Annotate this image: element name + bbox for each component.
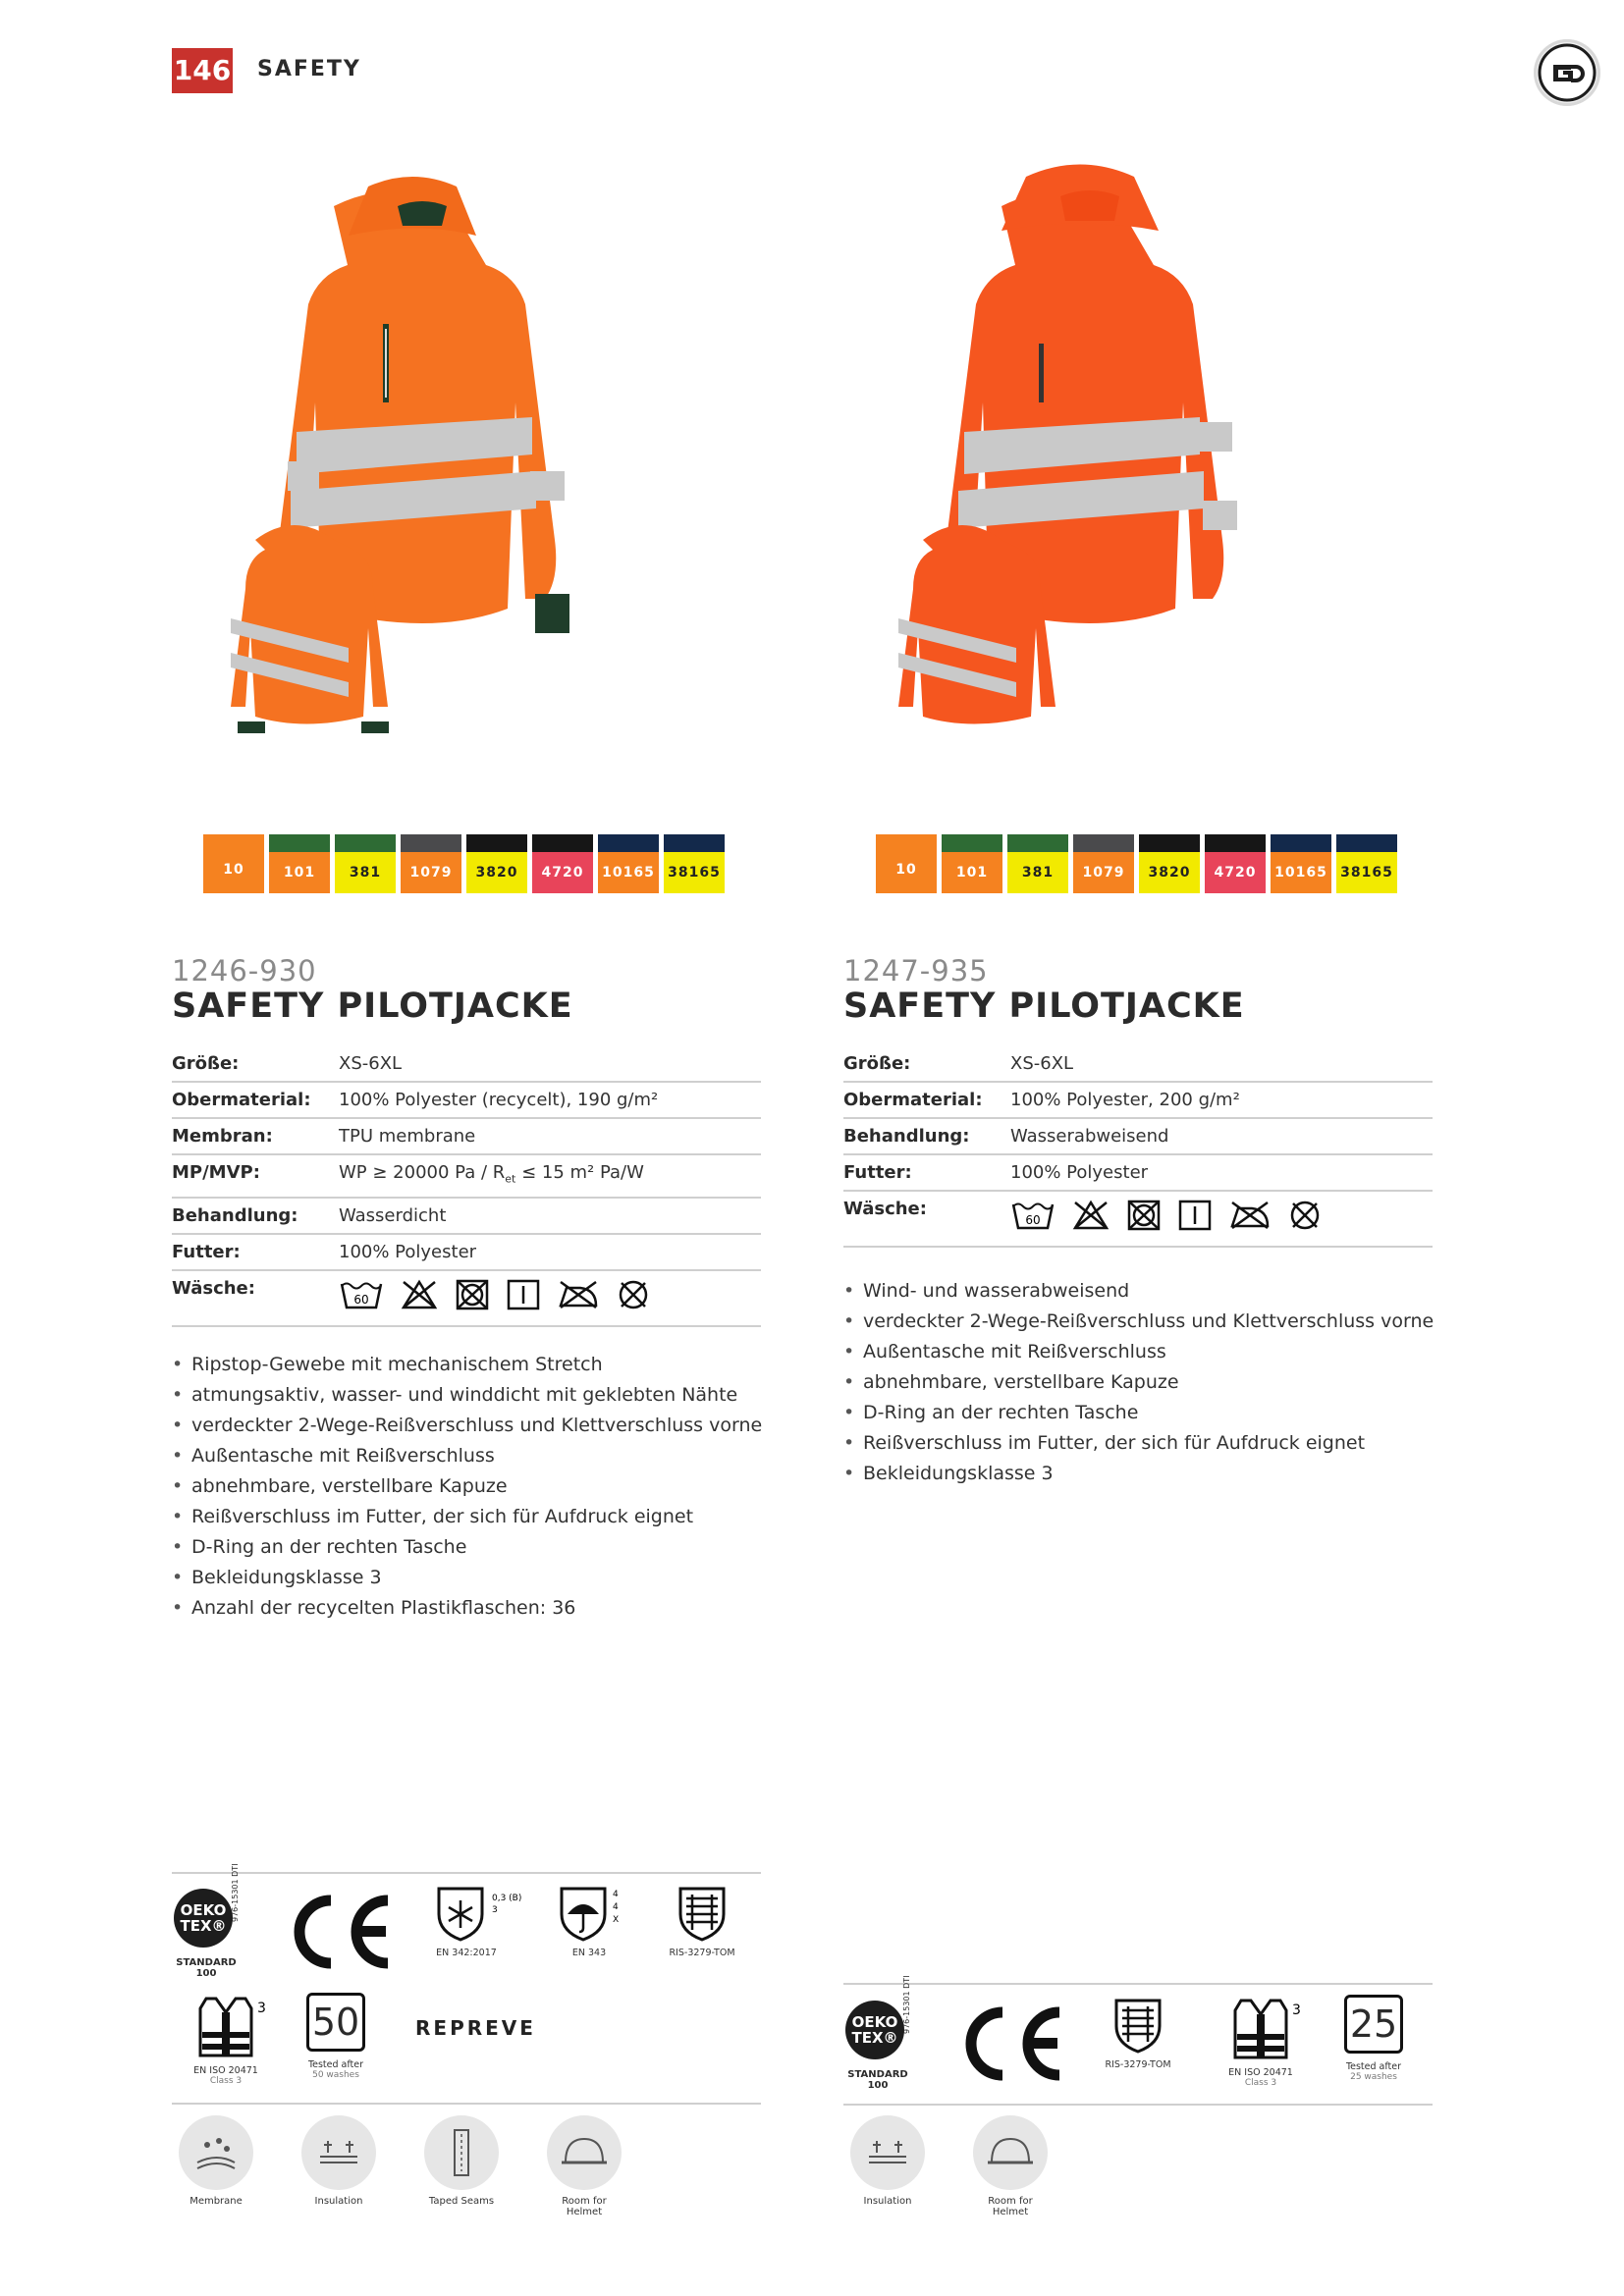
no-tumble-dry-icon	[1126, 1199, 1162, 1232]
mvp-sub: et	[505, 1172, 516, 1186]
spec-key: Membran:	[172, 1126, 273, 1147]
svg-text:4: 4	[613, 1890, 619, 1899]
cert-row	[172, 1863, 761, 1991]
feature-list	[172, 1350, 781, 1624]
section-title: SAFETY	[257, 57, 361, 81]
swatch-code: 1079	[1073, 852, 1134, 893]
swatch-code: 4720	[532, 852, 593, 893]
swatch-top	[598, 834, 659, 852]
cert-row	[172, 1993, 761, 2091]
swatch-code: 3820	[466, 852, 527, 893]
oeko-tex-icon	[843, 1975, 951, 2097]
membrane-feature	[157, 2115, 275, 2207]
product-name: SAFETY PILOTJACKE	[843, 987, 1245, 1026]
spec-value: TPU membrane	[339, 1126, 476, 1147]
swatch-3820	[466, 834, 527, 893]
svg-text:4: 4	[613, 1902, 619, 1912]
swatch-381	[335, 834, 396, 893]
svg-text:60: 60	[353, 1292, 369, 1307]
feature-list	[843, 1276, 1452, 1489]
oeko-tex-icon	[172, 1863, 280, 1985]
feature-item: • Bekleidungsklasse 3	[843, 1459, 1452, 1489]
svg-text:0,3 (B): 0,3 (B)	[492, 1894, 522, 1903]
line-dry-icon	[506, 1278, 541, 1311]
no-dry-clean-icon	[616, 1278, 651, 1311]
feature-label: Room for Helmet	[988, 2196, 1033, 2217]
spec-key: Behandlung:	[843, 1126, 970, 1147]
svg-text:60: 60	[1025, 1213, 1041, 1227]
swatch-top	[532, 834, 593, 852]
no-bleach-icon	[1071, 1199, 1110, 1232]
helmet-icon	[973, 2115, 1048, 2190]
hiviz-vest-icon	[187, 1993, 265, 2061]
spec-value: Wasserabweisend	[1010, 1126, 1169, 1147]
feature-label: Taped Seams	[428, 2196, 495, 2207]
cert-label: EN ISO 20471	[1228, 2067, 1293, 2078]
spec-value: 100% Polyester	[339, 1241, 477, 1262]
swatch-top	[942, 834, 1002, 852]
en20471-cert	[1202, 1995, 1320, 2088]
cert-label: RIS-3279-TOM	[1105, 2059, 1171, 2070]
spec-key: Größe:	[172, 1053, 240, 1074]
swatch-code: 10	[876, 834, 937, 893]
en343-cert	[530, 1883, 648, 1958]
feature-item: • Wind- und wasserabweisend	[843, 1276, 1452, 1307]
wash-count-cert	[1315, 1995, 1433, 2082]
cert-row	[843, 1975, 1433, 2103]
feature-label: Insulation	[863, 2196, 912, 2207]
feature-item: • verdeckter 2-Wege-Reißverschluss und Klettverschluss vorne	[843, 1307, 1452, 1337]
svg-text:3: 3	[1292, 2002, 1301, 2018]
spec-row	[172, 1046, 761, 1083]
feature-item: • D-Ring an der rechten Tasche	[172, 1532, 781, 1563]
swatch-code: 1079	[401, 852, 461, 893]
spec-value: XS-6XL	[339, 1053, 403, 1074]
en20471-cert	[167, 1993, 285, 2086]
cert-label: RIS-3279-TOM	[669, 1948, 735, 1958]
svg-text:X: X	[613, 1915, 620, 1925]
wash-60-icon	[1010, 1199, 1056, 1232]
swatch-code: 381	[335, 852, 396, 893]
spec-key: Futter:	[843, 1162, 912, 1183]
swatch-top	[1073, 834, 1134, 852]
swatch-top	[466, 834, 527, 852]
spec-value	[339, 1162, 761, 1191]
insulation-icon	[850, 2115, 925, 2190]
feature-item: • Reißverschluss im Futter, der sich für Aufdruck eignet	[843, 1428, 1452, 1459]
no-bleach-icon	[400, 1278, 439, 1311]
swatch-code: 10165	[1271, 852, 1331, 893]
jacket-image-1247-935	[864, 167, 1335, 775]
swatch-code: 101	[269, 852, 330, 893]
line-dry-icon	[1177, 1199, 1213, 1232]
feature-label: Insulation	[314, 2196, 363, 2207]
swatch-code: 10	[203, 834, 264, 893]
divider	[843, 2104, 1433, 2106]
feature-item: • Bekleidungsklasse 3	[172, 1563, 781, 1593]
spec-key: Obermaterial:	[172, 1090, 311, 1110]
spec-row	[172, 1235, 761, 1271]
svg-text:OEKO: OEKO	[851, 2013, 898, 2031]
spec-value: 100% Polyester, 200 g/m²	[1010, 1090, 1240, 1110]
no-iron-icon	[557, 1278, 600, 1311]
cert-label: EN 342:2017	[436, 1948, 497, 1958]
spec-row-wash	[843, 1192, 1433, 1248]
membrane-icon	[179, 2115, 253, 2190]
color-swatches	[203, 834, 725, 893]
swatch-top	[269, 834, 330, 852]
hiviz-vest-icon	[1221, 1995, 1300, 2063]
spec-key: MP/MVP:	[172, 1162, 260, 1183]
spec-row-wash	[172, 1271, 761, 1327]
feature-label: Room for Helmet	[562, 2196, 607, 2217]
spec-row	[843, 1046, 1433, 1083]
swatch-38165	[664, 834, 725, 893]
swatch-101	[269, 834, 330, 893]
swatch-101	[942, 834, 1002, 893]
spec-key: Behandlung:	[172, 1204, 298, 1226]
care-symbols	[1010, 1199, 1433, 1232]
insulation-feature	[280, 2115, 398, 2207]
cert-sub: Class 3	[1244, 2078, 1277, 2088]
ce-mark-icon	[963, 2004, 1071, 2087]
swatch-top	[1007, 834, 1068, 852]
brand-logo	[1534, 39, 1600, 106]
wash-count-cert	[277, 1993, 395, 2080]
swatch-code: 4720	[1205, 852, 1266, 893]
feature-item: • D-Ring an der rechten Tasche	[843, 1398, 1452, 1428]
ce-mark-icon	[292, 1893, 400, 1975]
oeko-standard: STANDARD 100	[176, 1957, 237, 1979]
insulation-icon	[301, 2115, 376, 2190]
feature-item: • Anzahl der recycelten Plastikflaschen: 36	[172, 1593, 781, 1624]
article-number: 1247-935	[843, 954, 989, 988]
cert-sub: 50 washes	[312, 2070, 359, 2080]
swatch-top	[1205, 834, 1266, 852]
cert-sub: Class 3	[209, 2076, 243, 2086]
svg-text:TEX®: TEX®	[851, 2029, 898, 2047]
jacket-image-1246-930	[196, 167, 668, 775]
svg-text:OEKO: OEKO	[180, 1901, 227, 1919]
feature-item: • Ripstop-Gewebe mit mechanischem Stretch	[172, 1350, 781, 1380]
feature-item: • verdeckter 2-Wege-Reißverschluss und Klettverschluss vorne	[172, 1411, 781, 1441]
no-tumble-dry-icon	[455, 1278, 490, 1311]
swatch-3820	[1139, 834, 1200, 893]
swatch-code: 10165	[598, 852, 659, 893]
no-dry-clean-icon	[1287, 1199, 1323, 1232]
swatch-top	[1336, 834, 1397, 852]
wash-count-icon: 50	[306, 1993, 365, 2052]
swatch-top	[401, 834, 461, 852]
swatch-code: 101	[942, 852, 1002, 893]
swatch-code: 381	[1007, 852, 1068, 893]
article-number: 1246-930	[172, 954, 317, 988]
cert-label: Tested after	[307, 2059, 364, 2070]
feature-icons	[172, 2115, 761, 2233]
swatch-top	[335, 834, 396, 852]
mvp-value-after: ≤ 15 m² Pa/W	[515, 1162, 644, 1183]
divider	[172, 2103, 761, 2105]
spec-row	[843, 1083, 1433, 1119]
spec-key: Obermaterial:	[843, 1090, 983, 1110]
swatch-top	[1139, 834, 1200, 852]
swatch-1079	[401, 834, 461, 893]
divider	[843, 1983, 1433, 1985]
feature-label: Membrane	[189, 2196, 243, 2207]
feature-item: • abnehmbare, verstellbare Kapuze	[843, 1367, 1452, 1398]
wash-60-icon	[339, 1278, 384, 1311]
spec-key: Wäsche:	[172, 1277, 255, 1299]
swatch-top	[1271, 834, 1331, 852]
swatch-1079	[1073, 834, 1134, 893]
oeko-code: 976-15301 DTI	[231, 1863, 240, 1922]
feature-item: • abnehmbare, verstellbare Kapuze	[172, 1471, 781, 1502]
spec-row	[172, 1199, 761, 1235]
spec-row	[843, 1155, 1433, 1192]
swatch-code: 3820	[1139, 852, 1200, 893]
page-number: 146	[172, 48, 233, 93]
spec-row	[172, 1155, 761, 1199]
helmet-feature	[951, 2115, 1069, 2217]
insulation-feature	[829, 2115, 947, 2207]
spec-row	[843, 1119, 1433, 1155]
swatch-code: 38165	[1336, 852, 1397, 893]
taped-seams-feature	[403, 2115, 520, 2207]
feature-item: • atmungsaktiv, wasser- und winddicht mit geklebten Nähte	[172, 1380, 781, 1411]
color-swatches	[876, 834, 1397, 893]
ris-cert	[1079, 1995, 1197, 2070]
feature-item: • Außentasche mit Reißverschluss	[172, 1441, 781, 1471]
feature-item: • Reißverschluss im Futter, der sich für Aufdruck eignet	[172, 1502, 781, 1532]
spec-value: 100% Polyester	[1010, 1162, 1149, 1183]
snowflake-shield-icon	[427, 1883, 522, 1944]
care-symbols	[339, 1278, 761, 1311]
spec-value: XS-6XL	[1010, 1053, 1074, 1074]
swatch-4720	[1205, 834, 1266, 893]
swatch-10	[203, 834, 264, 893]
no-iron-icon	[1228, 1199, 1272, 1232]
cert-label: Tested after	[1345, 2061, 1402, 2072]
spec-key: Größe:	[843, 1053, 911, 1074]
en342-cert	[407, 1883, 525, 1958]
feature-item: • Außentasche mit Reißverschluss	[843, 1337, 1452, 1367]
cert-sub: 25 washes	[1350, 2072, 1397, 2082]
spec-value: 100% Polyester (recycelt), 190 g/m²	[339, 1090, 659, 1110]
cert-label: EN ISO 20471	[193, 2065, 258, 2076]
swatch-4720	[532, 834, 593, 893]
cert-label: EN 343	[571, 1948, 607, 1958]
spec-table	[843, 1046, 1433, 1248]
swatch-10	[876, 834, 937, 893]
rail-shield-icon	[663, 1883, 741, 1944]
helmet-icon	[547, 2115, 622, 2190]
spec-row	[172, 1083, 761, 1119]
spec-table	[172, 1046, 761, 1327]
swatch-38165	[1336, 834, 1397, 893]
swatch-381	[1007, 834, 1068, 893]
spec-key: Wäsche:	[843, 1199, 927, 1219]
product-name: SAFETY PILOTJACKE	[172, 987, 573, 1026]
feature-icons	[843, 2115, 1433, 2233]
repreve-logo: REPREVE	[415, 2016, 536, 2040]
spec-value: Wasserdicht	[339, 1204, 447, 1226]
swatch-code: 38165	[664, 852, 725, 893]
swatch-top	[664, 834, 725, 852]
rail-shield-icon	[1099, 1995, 1177, 2056]
ris-cert	[643, 1883, 761, 1958]
divider	[172, 1872, 761, 1874]
svg-text:3: 3	[492, 1905, 498, 1915]
helmet-feature	[525, 2115, 643, 2217]
umbrella-shield-icon	[550, 1883, 628, 1944]
svg-text:3: 3	[257, 2001, 266, 2016]
spec-row	[172, 1119, 761, 1155]
svg-text:TEX®: TEX®	[180, 1917, 227, 1935]
oeko-standard: STANDARD 100	[847, 2069, 908, 2091]
swatch-10165	[1271, 834, 1331, 893]
mvp-value: WP ≥ 20000 Pa / R	[339, 1162, 506, 1183]
oeko-code: 976-15301 DTI	[902, 1975, 911, 2034]
swatch-10165	[598, 834, 659, 893]
taped-seams-icon	[424, 2115, 499, 2190]
spec-key: Futter:	[172, 1241, 241, 1262]
wash-count-icon: 25	[1344, 1995, 1403, 2054]
